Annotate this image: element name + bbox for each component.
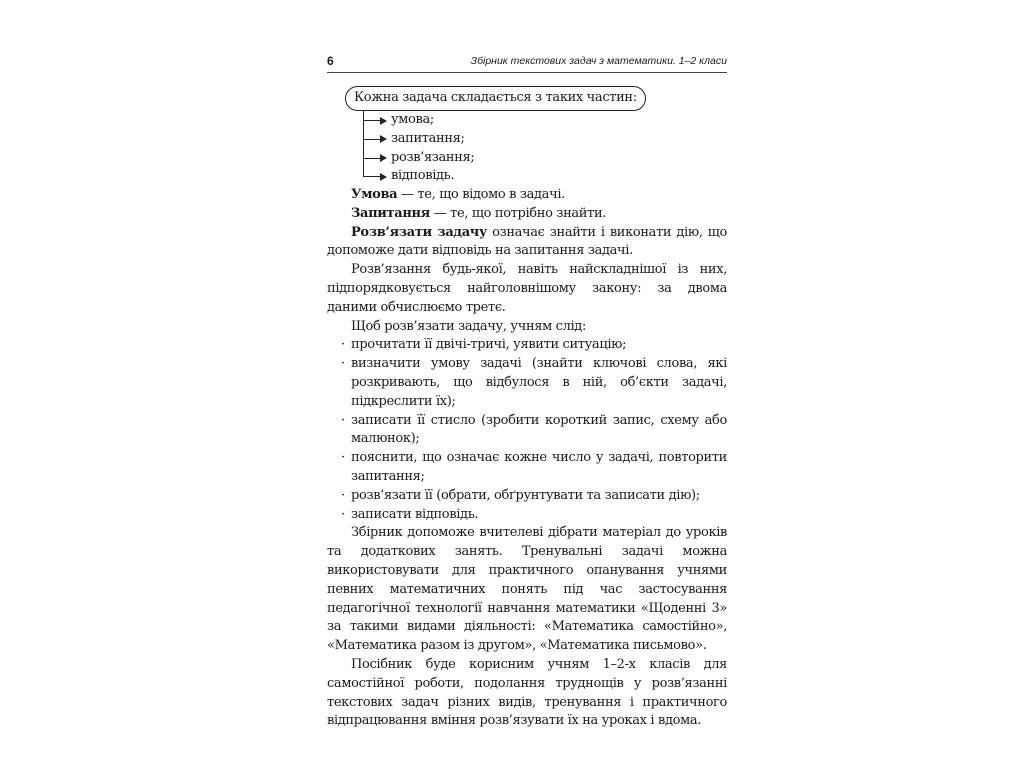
definition-term: Запитання: [351, 205, 430, 221]
definition-question: [327, 205, 727, 224]
page-header: [327, 54, 727, 73]
definition-text: — те, що відомо в задачі.: [397, 187, 565, 202]
step-text: розв’язати її (обрати, обґрунтувати та записати дію);: [351, 487, 700, 503]
arrow-right-icon: [363, 176, 385, 177]
step-text: визначити умову задачі (знайти ключові слова, які розкривають, що відбулося в ній, об’єкти задачі, підкреслити їх);: [351, 356, 727, 409]
part-item: [351, 167, 727, 186]
part-item: [351, 111, 727, 130]
list-item: [327, 506, 727, 525]
part-label: запитання;: [391, 130, 465, 146]
definition-condition: [327, 186, 727, 205]
parts-heading-box: Кожна задача складається з таких частин:: [345, 86, 646, 111]
paragraph-collection: Збірник допоможе вчителеві дібрати матеріал до уроків та додаткових занять. Тренувальні задачі можна використовувати для практичного опанування учнями певних математичних понять під час застосування педагогічної технології навчання математики «Щоденні 3» за такими видами діяльності: «Математика самостійно», «Математика разом із другом», «Математика письмово».: [327, 525, 727, 654]
step-text: записати її стисло (зробити короткий запис, схему або малюнок);: [351, 412, 727, 447]
definition-text: означає знайти і виконати дію, що допоможе дати відповідь на запитання задачі.: [327, 224, 727, 259]
list-item: [327, 336, 727, 355]
step-text: пояснити, що означає кожне число у задачі, повторити запитання;: [351, 450, 727, 484]
step-text: записати відповідь.: [351, 506, 479, 522]
bullet-icon: ·: [341, 356, 345, 372]
page-body: [327, 86, 727, 731]
parts-tree: [351, 111, 727, 186]
paragraph-law: Розв’язання будь-якої, навіть найскладнішої із них, підпорядковується найголовнішому закону: за двома даними обчислюємо третє.: [327, 262, 727, 315]
bullet-icon: ·: [341, 487, 345, 503]
arrow-right-icon: [363, 120, 385, 121]
paragraph-steps-intro: Щоб розв’язати задачу, учням слід:: [351, 318, 586, 334]
bullet-icon: ·: [341, 506, 345, 522]
bullet-icon: ·: [341, 412, 345, 428]
list-item: [327, 449, 727, 487]
list-item: [327, 487, 727, 506]
page-number: 6: [327, 54, 334, 68]
steps-list: [327, 336, 727, 524]
bullet-icon: ·: [341, 337, 345, 353]
part-label: розв’язання;: [391, 149, 475, 165]
arrow-right-icon: [363, 139, 385, 140]
part-item: [351, 149, 727, 168]
definition-solve: [327, 224, 727, 262]
definition-term: Умова: [351, 187, 398, 202]
part-item: [351, 130, 727, 149]
running-title: Збірник текстових задач з математики. 1–2 класи: [470, 55, 727, 67]
definition-term: Розв’язати задачу: [351, 224, 487, 240]
paragraph-manual: Посібник буде корисним учням 1–2-х класів для самостійної роботи, подолання труднощів у розв’язанні текстових задач різних видів, тренування і практичного відпрацювання вміння розв’язувати їх на уроках і вдома.: [327, 656, 727, 729]
list-item: [327, 355, 727, 411]
bullet-icon: ·: [341, 450, 345, 466]
definition-text: — те, що потрібно знайти.: [429, 205, 607, 221]
part-label: умова;: [391, 112, 434, 127]
arrow-right-icon: [363, 158, 385, 159]
part-label: відповідь.: [391, 168, 455, 184]
step-text: прочитати її двічі-тричі, уявити ситуацію;: [351, 337, 627, 353]
list-item: [327, 412, 727, 450]
